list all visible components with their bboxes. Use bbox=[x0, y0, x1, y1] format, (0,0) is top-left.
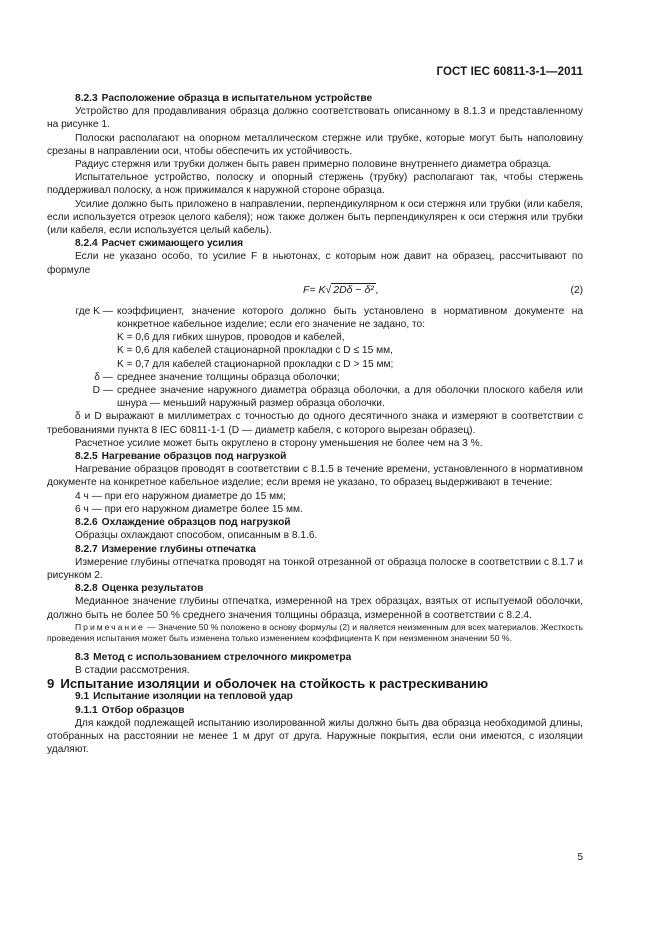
document-body bbox=[47, 92, 583, 756]
section-heading-8-2-7: 8.2.7 Измерение глубины отпечатка bbox=[75, 543, 256, 555]
k-value-item: K = 0,6 для кабелей стационарной прокладки с D ≤ 15 мм, bbox=[117, 345, 393, 357]
paragraph: Для каждой подлежащей испытанию изолированной жилы должно быть два образца необходимой длины, отобранных на расстоянии не менее 1 м друг от друга. Наружные покрытия, если они имеются, с изоляции удаляют. bbox=[47, 717, 583, 756]
document-header: ГОСТ IEC 60811-3-1—2011 bbox=[436, 66, 583, 78]
formula-expression: F= K√ 2Dδ − δ² , bbox=[303, 283, 379, 296]
section-heading-9-1: 9.1 Испытание изоляции на тепловой удар bbox=[75, 691, 293, 703]
section-heading-9: 9 Испытание изоляции и оболочек на стойкость к растрескиванию bbox=[47, 676, 489, 692]
paragraph: Если не указано особо, то усилие F в ньютонах, с которым нож давит на образец, рассчитывают по формуле bbox=[47, 251, 583, 276]
paragraph: Расчетное усилие может быть округлено в сторону уменьшения не более чем на 3 %. bbox=[75, 437, 483, 449]
paragraph: δ и D выражают в миллиметрах с точностью до одного десятичного знака и измеряют в соответствии с требованиями пункта 8 IEC 60811-1-1 (D — диаметр кабеля, с которого вырезан образец). bbox=[47, 411, 583, 436]
k-value-item: K = 0,7 для кабелей стационарной прокладки с D > 15 мм; bbox=[117, 358, 394, 370]
paragraph: Усилие должно быть приложено в направлении, перпендикулярном к оси стержня или трубки (или кабеля, если используется отрезок целого кабеля); нож также должен быть перпендикулярен к оси стержня или трубки (или кабеля, если используется целый кабель). bbox=[47, 198, 583, 237]
formula-2 bbox=[47, 279, 583, 303]
section-heading-9-1-1: 9.1.1 Отбор образцов bbox=[75, 704, 185, 716]
paragraph: Радиус стержня или трубки должен быть равен примерно половине внутреннего диаметра образца. bbox=[75, 159, 552, 171]
section-heading-8-2-6: 8.2.6 Охлаждение образцов под нагрузкой bbox=[75, 517, 291, 529]
list-item: 6 ч — при его наружном диаметре более 15 мм. bbox=[75, 503, 303, 515]
paragraph: Образцы охлаждают способом, описанным в 8.1.6. bbox=[75, 530, 318, 542]
section-heading-8-2-8: 8.2.8 Оценка результатов bbox=[75, 583, 204, 595]
note: Примечание — Значение 50 % положено в основу формулы (2) и является неизменным для всех материалов. Жесткость проведения испытания может быть изменена только изменением коэффициента K при неизменном значении 50 %. bbox=[47, 621, 583, 644]
sqrt-sign: √ bbox=[325, 283, 332, 296]
formula-number: (2) bbox=[570, 284, 583, 296]
paragraph: Полоски располагают на опорном металлическом стержне или трубке, которые могут быть наполовину срезаны в направлении оси, чтобы обеспечить их устойчивость. bbox=[47, 132, 583, 157]
paragraph: Испытательное устройство, полоску и опорный стержень (трубку) располагают так, чтобы стержень поддерживал полоску, а нож прижимался к наружной стороне образца. bbox=[47, 172, 583, 197]
paragraph: Медианное значение глубины отпечатка, измеренной на трех образцах, взятых от испытуемой оболочки, должно быть не более 50 % среднего значения толщины образца, измеренной в соответствии с 8.2.4. bbox=[47, 596, 583, 621]
paragraph: Измерение глубины отпечатка проводят на тонкой отрезанной от образца полоске в соответствии с 8.1.7 и рисунком 2. bbox=[47, 556, 583, 581]
section-heading-8-3: 8.3 Метод с использованием стрелочного микрометра bbox=[75, 651, 352, 663]
k-value-item: K = 0,6 для гибких шнуров, проводов и кабелей, bbox=[117, 332, 345, 344]
paragraph: Устройство для продавливания образца должно соответствовать описанному в 8.1.3 и представленному на рисунке 1. bbox=[47, 106, 583, 131]
list-item: 4 ч — при его наружном диаметре до 15 мм; bbox=[75, 490, 286, 502]
section-heading-8-2-5: 8.2.5 Нагревание образцов под нагрузкой bbox=[75, 451, 287, 463]
page-number: 5 bbox=[577, 852, 583, 863]
section-heading-8-2-3: 8.2.3 Расположение образца в испытательном устройстве bbox=[75, 93, 373, 104]
section-heading-8-2-4: 8.2.4 Расчет сжимающего усилия bbox=[75, 238, 244, 250]
definition-row: δ — среднее значение толщины образца оболочки; bbox=[94, 371, 340, 383]
definition-row: где K — коэффициент, значение которого должно быть установлено в нормативном документе на конкретное кабельное изделие; если его значение не задано, то: bbox=[75, 305, 583, 331]
paragraph: В стадии рассмотрения. bbox=[75, 664, 190, 676]
definition-row: D — среднее значение наружного диаметра образца оболочки, а для оболочки плоского кабеля или шнура — меньший наружный размер образца оболочки. bbox=[92, 385, 583, 410]
paragraph: Нагревание образцов проводят в соответствии с 8.1.5 в течение времени, установленного в нормативном документе на конкретное кабельное изделие; если время не указано, то образец выдерживают в течение: bbox=[47, 464, 583, 489]
